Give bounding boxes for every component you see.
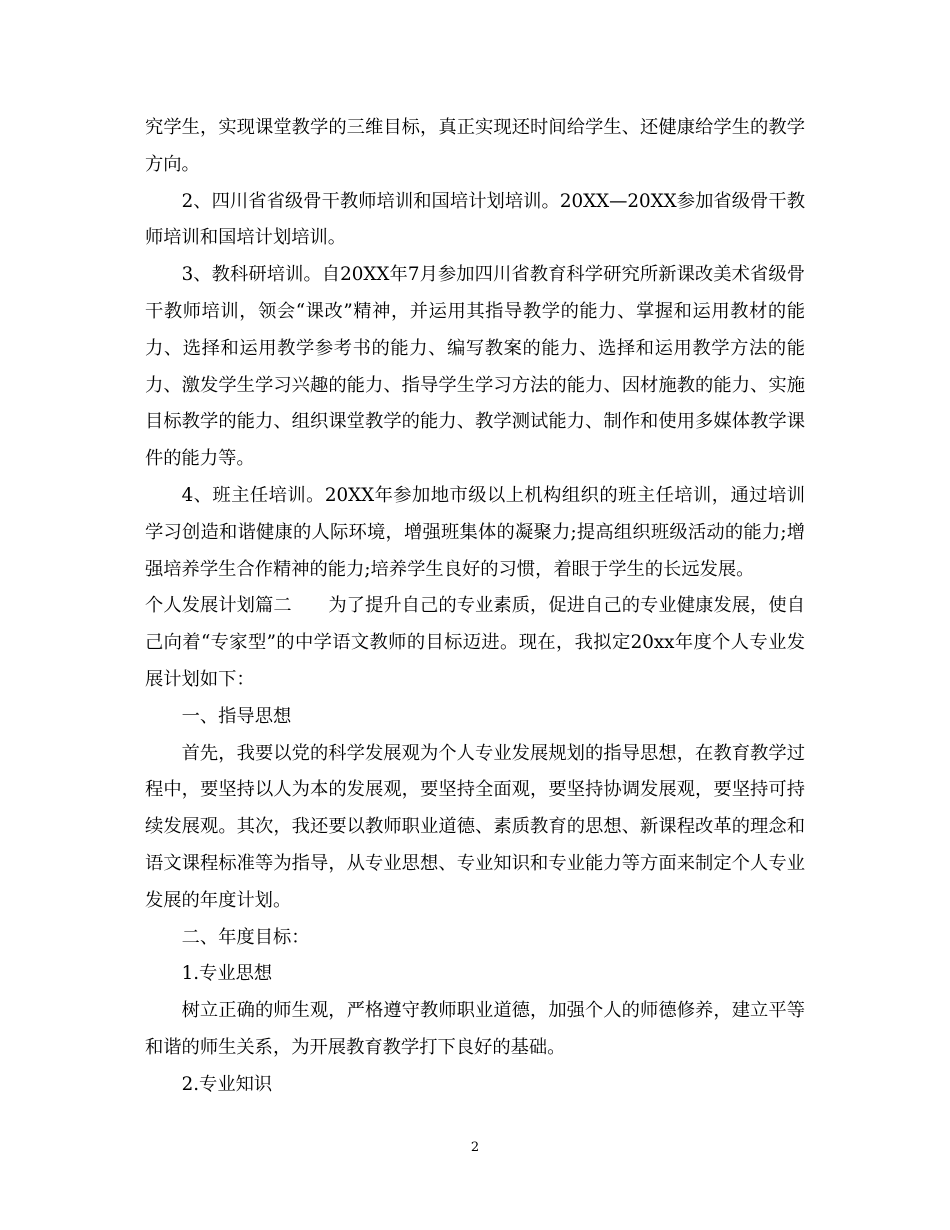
document-body: [145, 110, 805, 1104]
heading-professional-thought: 1.专业思想: [181, 963, 273, 985]
paragraph-item-4: 4、班主任培训。20XX年参加地市级以上机构组织的班主任培训，通过培训学习创造和谐健康的人际环境，增强班集体的凝聚力;提高组织班级活动的能力;增强培养学生合作精神的能力;培养学生良好的习惯，着眼于学生的长远发展。: [145, 484, 805, 580]
paragraph-continuation: 究学生，实现课堂教学的三维目标，真正实现还时间给学生、还健康给学生的教学方向。: [145, 117, 805, 175]
page-number: 2: [470, 1140, 480, 1155]
paragraph-professional-thought: 树立正确的师生观，严格遵守教师职业道德，加强个人的师德修养，建立平等和谐的师生关系，为开展教育教学打下良好的基础。: [145, 1000, 805, 1058]
paragraph-item-2: 2、四川省省级骨干教师培训和国培计划培训。20XX—20XX参加省级骨干教师培训和国培计划培训。: [145, 190, 805, 249]
paragraph-guiding-ideas: 首先，我要以党的科学发展观为个人专业发展规划的指导思想，在教育教学过程中，要坚持以人为本的发展观，要坚持全面观，要坚持协调发展观，要坚持可持续发展观。其次，我还要以教师职业道德、素质教育的思想、新课程改革的理念和语文课程标准等为指导，从专业思想、专业知识和专业能力等方面来制定个人专业发展的年度计划。: [145, 742, 805, 911]
paragraph-item-3: 3、教科研培训。自20XX年7月参加四川省教育科学研究所新课改美术省级骨干教师培训，领会“课改”精神，并运用其指导教学的能力、掌握和运用教材的能力、选择和运用教学参考书的能力、编写教案的能力、选择和运用教学方法的能力、激发学生学习兴趣的能力、指导学生学习方法的能力、因材施教的能力、实施目标教学的能力、组织课堂教学的能力、教学测试能力、制作和使用多媒体教学课件的能力等。: [145, 264, 805, 470]
paragraph-section-two-intro: 个人发展计划篇二 为了提升自己的专业素质，促进自己的专业健康发展，使自己向着“专家型”的中学语文教师的目标迈进。现在，我拟定20xx年度个人专业发展计划如下：: [145, 595, 805, 690]
heading-guiding-ideas: 一、指导思想: [181, 705, 292, 727]
heading-professional-knowledge: 2.专业知识: [181, 1073, 273, 1095]
heading-annual-goals: 二、年度目标：: [181, 926, 310, 948]
